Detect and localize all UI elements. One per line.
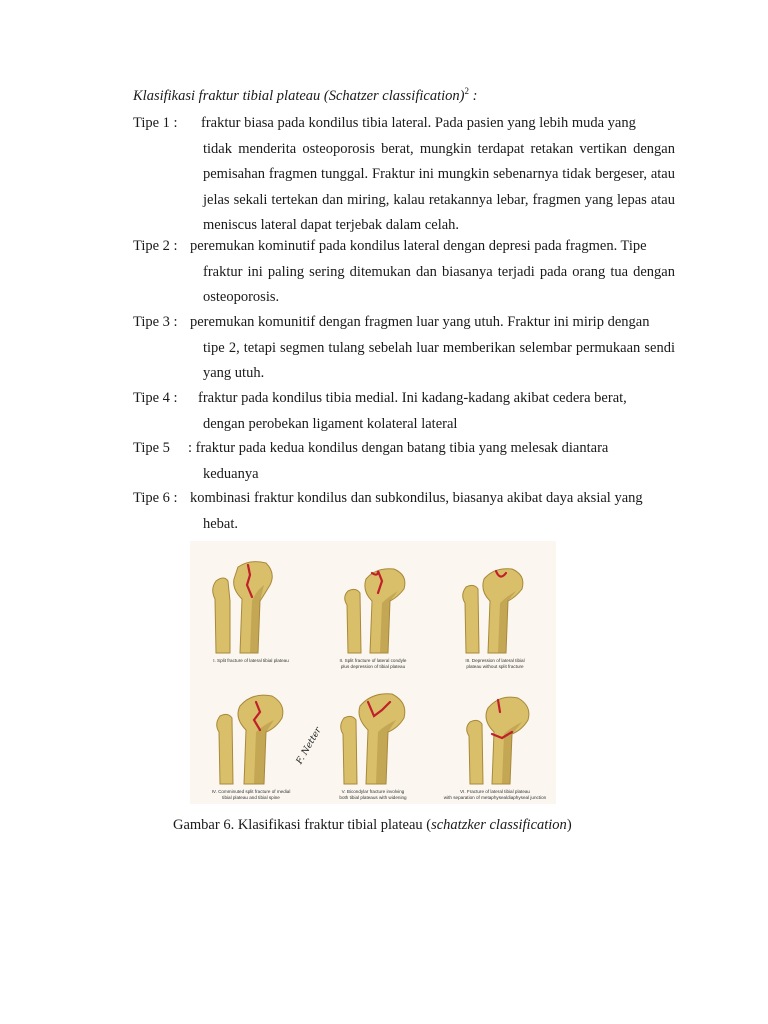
panel-caption: IV. Comminuted split fracture of medial tibial plateau and tibial spine: [211, 789, 291, 800]
bone-illustration: [312, 541, 434, 672]
bone-shape: [341, 716, 357, 784]
bone-illustration: [434, 541, 556, 672]
panel-type-3: [434, 541, 556, 672]
type-description: dengan perobekan ligament kolateral lateral: [203, 415, 458, 432]
panel-type-2: [312, 541, 434, 672]
type-4-entry: [133, 386, 675, 437]
type-description: tipe 2, tetapi segmen tulang sebelah luar memberikan selembar permukaan sendi yang utuh.: [203, 339, 675, 381]
figure-caption: Gambar 6. Klasifikasi fraktur tibial plateau (schatzker classification): [173, 817, 572, 833]
panel-type-6: [434, 672, 556, 803]
type-label: Tipe 3 :: [133, 314, 178, 330]
bone-illustration: [434, 672, 556, 803]
panel-type-4: [190, 672, 312, 803]
panel-caption: I. Split fracture of lateral tibial plateau: [213, 658, 289, 663]
section-heading: Klasifikasi fraktur tibial plateau (Schatzer classification)$^2$ :: [133, 86, 478, 104]
type-description: keduanya: [203, 465, 259, 482]
schatzker-illustration: [190, 541, 556, 804]
type-label: Tipe 5: [133, 440, 170, 456]
type-label: Tipe 4 :: [133, 390, 178, 406]
bone-shape: [463, 585, 479, 653]
bone-shape: [345, 589, 361, 653]
type-description: tidak menderita osteoporosis berat, mungkin terdapat retakan vertikan dengan pemisahan fragmen tunggal. Fraktur ini mungkin sebenarnya tidak bergeser, atau jelas sekali tertekan dan miring, kalau retakannya lebar, fragmen yang lepas atau meniscus lateral dapat terjebak dalam celah.: [203, 140, 675, 233]
panel-type-5: [312, 672, 434, 803]
bone-shape: [213, 578, 230, 653]
bone-illustration: [312, 672, 434, 803]
artist-signature: F. Netter: [294, 725, 324, 767]
type-description-first: fraktur biasa pada kondilus tibia lateral. Pada pasien yang lebih muda yang: [201, 115, 636, 131]
type-description-first: fraktur pada kondilus tibia medial. Ini kadang-kadang akibat cedera berat,: [198, 390, 627, 406]
panel-caption: II. Split fracture of lateral condyle plus depression of tibial plateau: [339, 658, 407, 669]
bone-shape: [467, 720, 483, 784]
type-label: Tipe 6 :: [133, 490, 178, 506]
panel-type-1: [190, 541, 312, 672]
type-description: fraktur ini paling sering ditemukan dan biasanya terjadi pada orang tua dengan osteoporosis.: [203, 263, 675, 305]
type-description: hebat.: [203, 515, 239, 532]
type-label: Tipe 1 :: [133, 115, 178, 131]
bone-illustration: [190, 672, 312, 803]
type-5-entry: [133, 436, 675, 487]
type-1-entry: [133, 111, 675, 239]
type-description-first: peremukan kominutif pada kondilus lateral dengan depresi pada fragmen. Tipe: [190, 238, 647, 254]
type-label: Tipe 2 :: [133, 238, 178, 254]
panel-caption: V. Bicondylar fracture involving both tibial plateaus with widening: [339, 789, 407, 800]
type-6-entry: [133, 486, 675, 537]
type-2-entry: [133, 234, 675, 311]
type-3-entry: [133, 310, 675, 387]
type-description-first: peremukan komunitif dengan fragmen luar yang utuh. Fraktur ini mirip dengan: [190, 314, 650, 330]
type-description-first: : fraktur pada kedua kondilus dengan batang tibia yang melesak diantara: [188, 440, 609, 456]
type-description-first: kombinasi fraktur kondilus dan subkondilus, biasanya akibat daya aksial yang: [190, 490, 643, 506]
panel-caption: III. Depression of lateral tibial plateau without split fracture: [465, 658, 525, 669]
bone-illustration: [190, 541, 312, 672]
panel-caption: VI. Fracture of lateral tibial plateau with separation of metaphysealdiaphyseal junction: [443, 789, 547, 800]
bone-shape: [217, 714, 233, 784]
